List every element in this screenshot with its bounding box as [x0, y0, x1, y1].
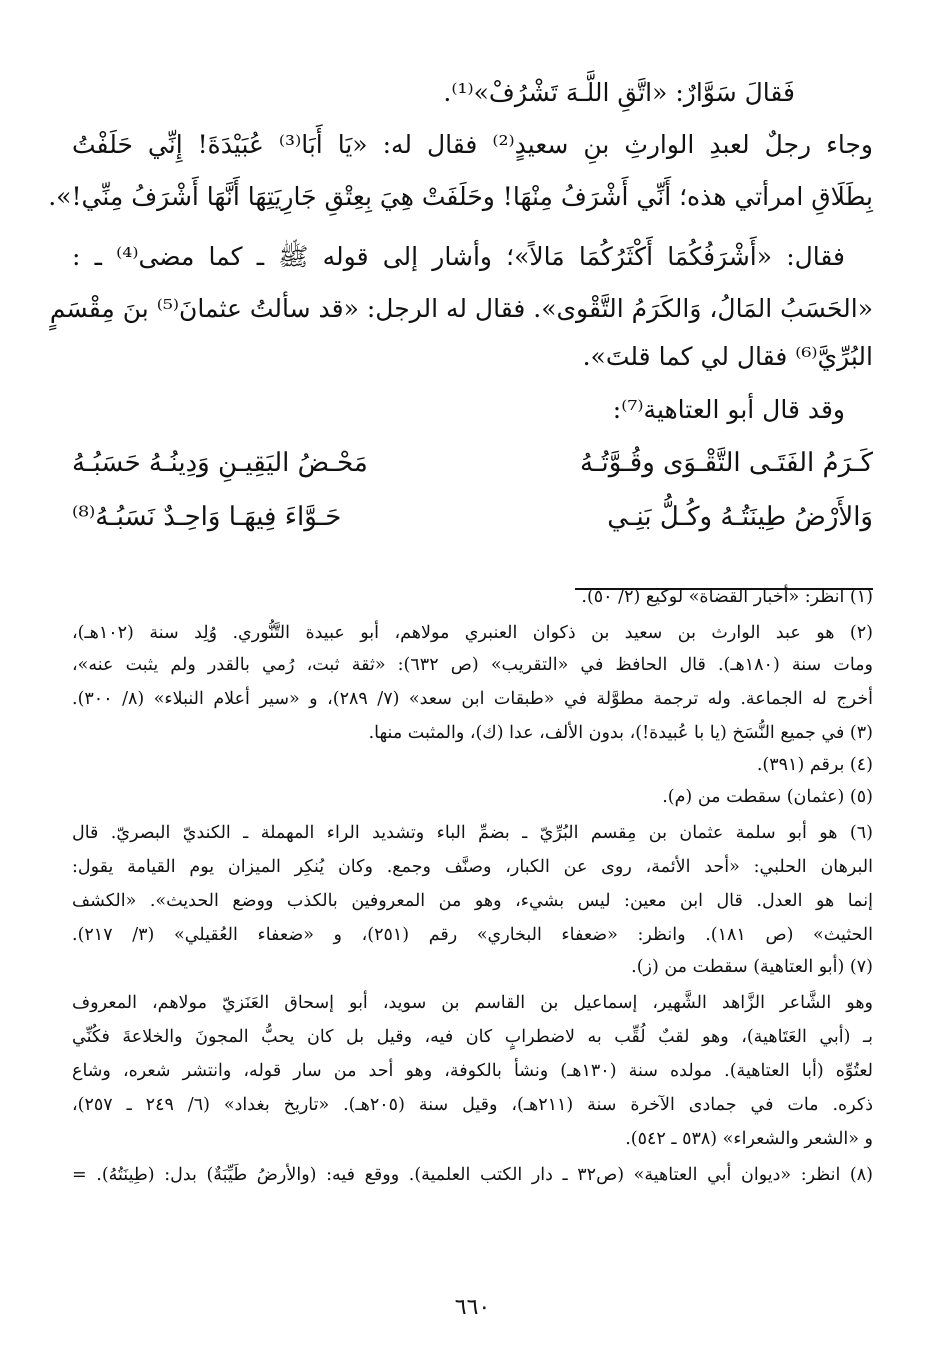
footnote-2-line-3: أخرج له الجماعة. وله ترجمة مطوَّلة في «طبقات ابن سعد» (٧/ ٢٨٩)، و «سير أعلام النبلاء» (٨/ ٣٠٠).: [72, 689, 874, 709]
footnote-6-line-1: (٦) هو أبو سلمة عثمان بن مِقسم البُرِّيّ ـ بضمِّ الباء وتشديد الراء المهملة ـ الكنديّ البصريّ. قال: [72, 823, 873, 843]
main-line-4: فقال: «أَشْرَفُكُمَا أَكْثَرُكُمَا مَالاً»؛ وأشار إلى قوله ﷺ ـ كما مضى⁽⁴⁾ ـ :: [72, 242, 846, 271]
footnote-4: (٤) برقم (٣٩١).: [756, 755, 873, 775]
footnote-1: (١) انظر: «أخبار القضاة» لوكيع (٢/ ٥٠).: [581, 587, 873, 607]
footnote-7-bio-line-3: لعتُوِّه (أبا العتاهية). مولده سنة (١٣٠هـ) ونشأ بالكوفة، وهو أحد من سار قوله، وانتشر شعره، وشاع: [72, 1061, 874, 1081]
main-line-1: فَقالَ سَوَّارٌ: «اتَّقِ اللَّـهَ تَشْرُفْ»⁽¹⁾.: [443, 78, 795, 107]
main-line-7: وقد قال أبو العتاهية⁽⁷⁾:: [612, 395, 845, 424]
footnote-7-bio-line-1: وهو الشَّاعر الزَّاهد الشَّهير، إسماعيل بن القاسم بن سويد، أبو إسحاق العَنَزيّ مولاهم، المعروف: [72, 993, 873, 1013]
verse-1-second-hemistich: مَحْـضُ اليَقِيـنِ وَدِينُـهُ حَسَبُـهُ: [72, 448, 368, 478]
main-line-5: «الحَسَبُ المَالُ، وَالكَرَمُ التَّقْوى». فقال له الرجل: «قد سألتُ عثمانَ⁽⁵⁾ بنَ مِقْسَمٍ: [49, 294, 873, 323]
page-number: ٦٦٠: [454, 1295, 491, 1320]
footnote-7: (٧) (أبو العتاهية) سقطت من (ز).: [631, 957, 873, 977]
footnote-7-bio-line-5: و «الشعر والشعراء» (٥٣٨ ـ ٥٤٢).: [625, 1129, 873, 1149]
footnote-2-line-1: (٢) هو عبد الوارث بن سعيد بن ذكوان العنبري مولاهم، أبو عبيدة التَّنُّوري. وُلِد سنة (١٠٢هـ)،: [72, 623, 873, 643]
main-line-6: البُرِّيَّ⁽⁶⁾ فقال لي كما قلتَ».: [582, 342, 873, 371]
footnote-6-line-2: البرهان الحلبي: «أحد الأئمة، روى عن الكبار، وصنَّف وجمع. وكان يُنكِر الميزان يوم القيامة يقول:: [72, 857, 873, 877]
main-line-2: وجاء رجلٌ لعبدِ الوارثِ بنِ سعيدٍ⁽²⁾ فقال له: «يَا أَبَا⁽³⁾ عُبَيْدَةَ! إِنِّي حَلَفْتُ: [72, 130, 874, 159]
footnote-7-bio-line-4: ذكره. مات في جمادى الآخرة سنة (٢١١هـ)، وقيل سنة (٢٠٥هـ). «تاريخ بغداد» (٦/ ٢٤٩ ـ ٢٥٧)،: [72, 1095, 873, 1115]
verse-2-first-hemistich: وَالأَرْضُ طِينَتُـهُ وكُـلُّ بَنِـي: [607, 502, 873, 532]
footnote-8: (٨) انظر: «ديوان أبي العتاهية» (ص٣٢ ـ دار الكتب العلمية). ووقع فيه: (والأرضُ طَيِّبَةٌ) بدل: (طِينَتُهُ). =: [72, 1165, 873, 1185]
main-line-3: بِطَلَاقِ امرأتي هذه؛ أَنِّي أَشْرَفُ مِنْهَا! وحَلَفَتْ هِيَ بِعِتْقِ جَارِيَتِهَا أَنَّهَا أَشْرَفُ مِنِّي!».: [48, 182, 873, 211]
footnote-6-line-3: إنما هو العدل. قال ابن معين: ليس بشيء، وهو من المعروفين بالكذب ووضع الحديث». «الكشف: [72, 891, 873, 911]
footnote-7-bio-line-2: بـ (أبي العَتَاهية)، وهو لقبٌ لُقِّب به لاضطرابٍ كان فيه، وقيل بل كان يحبُّ المجونَ والخلاعةَ فكُنِّي: [72, 1027, 873, 1047]
footnote-2-line-2: ومات سنة (١٨٠هـ). قال الحافظ في «التقريب» (ص ٦٣٢): «ثقة ثبت، رُمي بالقدر ولم يثبت عنه»،: [72, 655, 873, 675]
verse-1-first-hemistich: كَـرَمُ الفَتَـى التَّقْـوَى وقُـوَّتُـهُ: [579, 448, 873, 478]
footnote-3: (٣) في جميع النُّسَخ (يا با عُبيدة!)، بدون الألف، عدا (ك)، والمثبت منها.: [368, 723, 873, 743]
footnote-6-line-4: الحثيث» (ص ١٨١). وانظر: «ضعفاء البخاري» رقم (٢٥١)، و «ضعفاء العُقيلي» (٣/ ٢١٧).: [72, 925, 873, 945]
footnote-5: (٥) (عثمان) سقطت من (م).: [662, 787, 873, 807]
verse-2-second-hemistich: حَـوَّاءَ فِيهَـا وَاحِـدٌ نَسَبُـهُ⁽⁸⁾: [72, 502, 342, 532]
